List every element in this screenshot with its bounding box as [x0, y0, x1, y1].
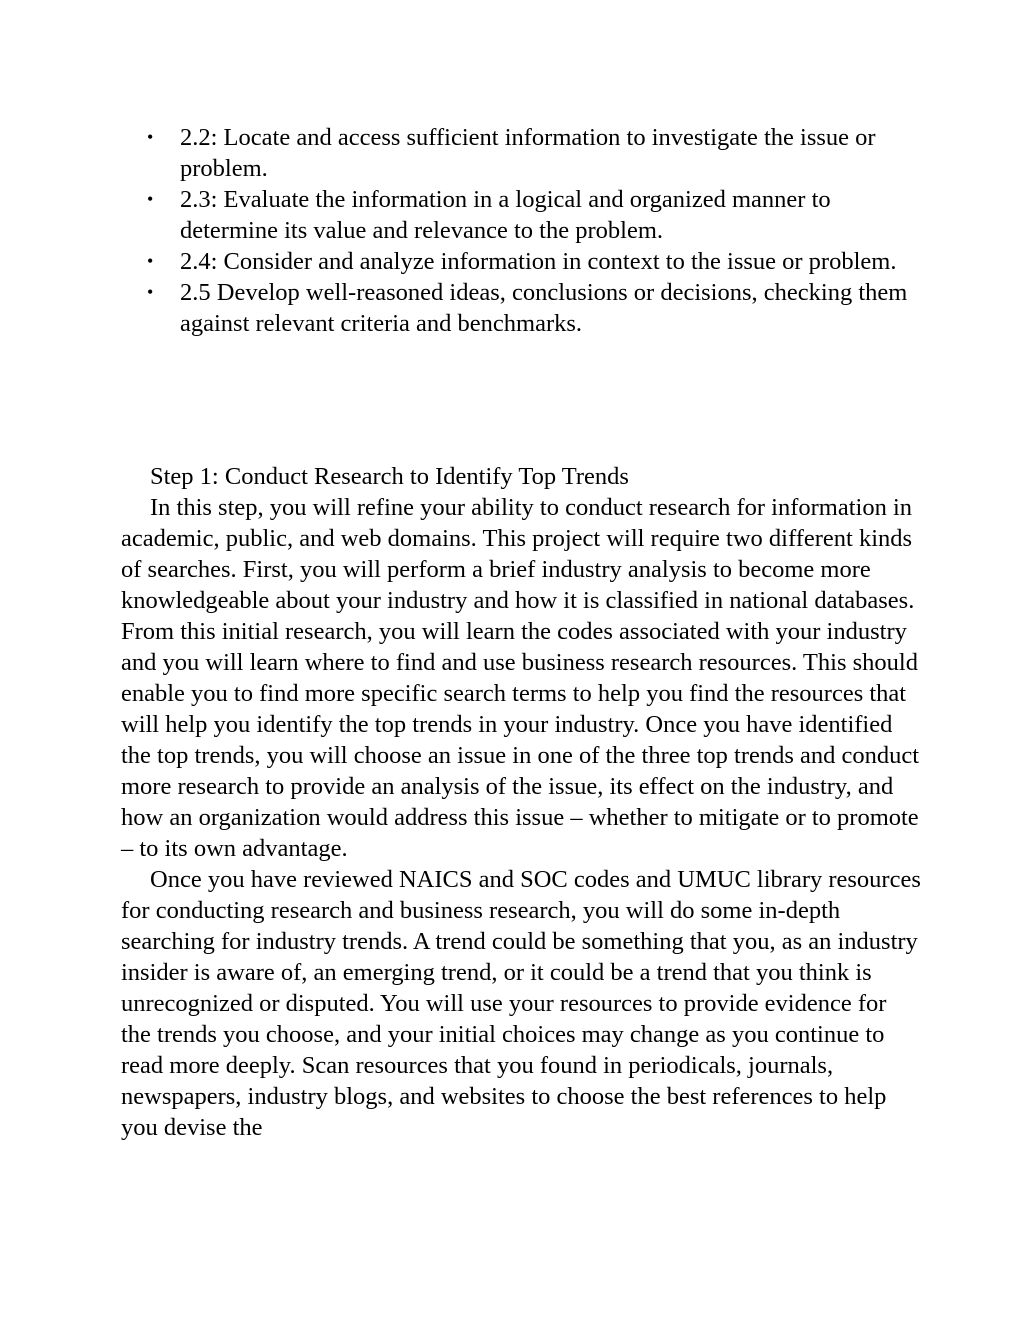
list-item [147, 277, 910, 339]
bullet-icon: • [147, 251, 154, 271]
list-item-text: 2.5 Develop well-reasoned ideas, conclusions or decisions, checking them against relevant criteria and benchmarks. [180, 279, 908, 337]
list-item [147, 122, 910, 184]
bullet-icon: • [147, 189, 154, 209]
list-item-text: 2.4: Consider and analyze information in context to the issue or problem. [180, 248, 897, 275]
list-item-text: 2.3: Evaluate the information in a logical and organized manner to determine its value and relevance to the problem. [180, 186, 831, 244]
list-item [147, 184, 910, 246]
objectives-list [147, 122, 910, 339]
paragraph: In this step, you will refine your ability to conduct research for information in academic, public, and web domains. This project will require two different kinds of searches. First, you will perform a brief industry analysis to become more knowledgeable about your industry and how it is classified in national databases. From this initial research, you will learn the codes associated with your industry and you will learn where to find and use business research resources. This should enable you to find more specific search terms to help you find the resources that will help you identify the top trends in your industry. Once you have identified the top trends, you will choose an issue in one of the three top trends and conduct more research to provide an analysis of the issue, its effect on the industry, and how an organization would address this issue – whether to mitigate or to promote – to its own advantage. [121, 494, 920, 862]
step1-section [121, 461, 921, 1143]
section-heading: Step 1: Conduct Research to Identify Top Trends [150, 463, 629, 490]
bullet-icon: • [147, 127, 154, 147]
list-item [147, 246, 910, 277]
bullet-icon: • [147, 282, 154, 302]
paragraph: Once you have reviewed NAICS and SOC codes and UMUC library resources for conducting research and business research, you will do some in-depth searching for industry trends. A trend could be something that you, as an industry insider is aware of, an emerging trend, or it could be a trend that you think is unrecognized or disputed. You will use your resources to provide evidence for the trends you choose, and your initial choices may change as you continue to read more deeply. Scan resources that you found in periodicals, journals, newspapers, industry blogs, and websites to choose the best references to help you devise the [121, 866, 921, 1141]
list-item-text: 2.2: Locate and access sufficient information to investigate the issue or problem. [180, 124, 876, 182]
